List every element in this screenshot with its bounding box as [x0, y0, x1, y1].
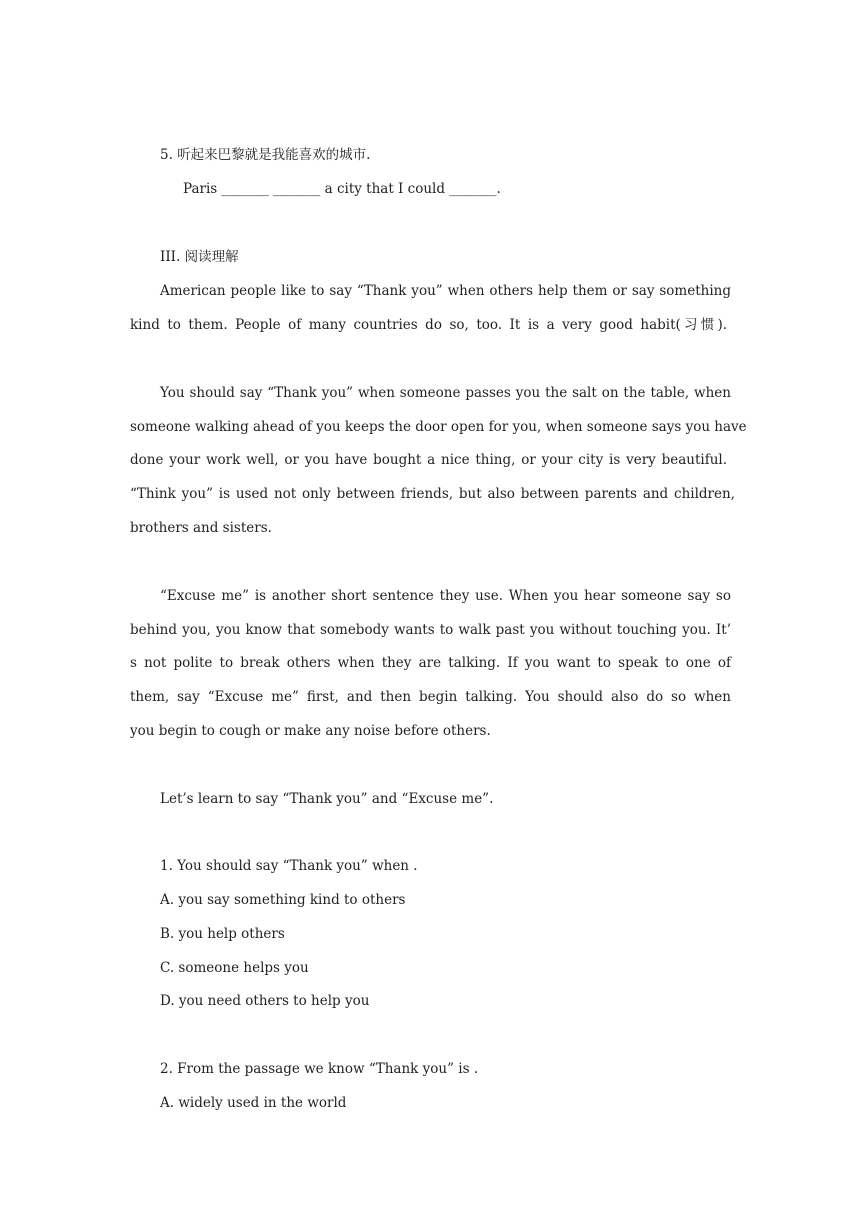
translation-item: [160, 145, 370, 165]
passage-p2-line-2: someone walking ahead of you keeps the door open for you, when someone says you have: [130, 419, 747, 435]
passage-p3-line-2: behind you, you know that somebody wants to walk past you without touching you. It’: [130, 622, 731, 638]
question-2-stem: 2. From the passage we know “Thank you” is .: [160, 1061, 479, 1077]
passage-p1-line-1: American people like to say “Thank you” when others help them or say something: [160, 283, 731, 299]
translation-item-number: 5.: [160, 147, 173, 163]
section-heading: III. 阅读理解: [160, 249, 239, 265]
passage-p3-line-5: you begin to cough or make any noise before others.: [130, 723, 491, 739]
question-1-option-d: D. you need others to help you: [160, 993, 370, 1009]
question-1-option-a: A. you say something kind to others: [160, 892, 406, 908]
passage-p2-line-3: done your work well, or you have bought a nice thing, or your city is very beautiful.: [130, 452, 727, 468]
translation-english: Paris _______ _______ a city that I could _______.: [183, 181, 501, 197]
question-1-option-c: C. someone helps you: [160, 960, 309, 976]
question-1-stem: 1. You should say “Thank you” when .: [160, 858, 418, 874]
passage-p3-line-3: s not polite to break others when they are talking. If you want to speak to one of: [130, 655, 731, 671]
passage-p4: Let’s learn to say “Thank you” and “Excuse me”.: [160, 791, 494, 807]
passage-p3-line-1: “Excuse me” is another short sentence they use. When you hear someone say so: [160, 588, 731, 604]
passage-p2-line-5: brothers and sisters.: [130, 520, 272, 536]
question-2-option-a: A. widely used in the world: [160, 1095, 347, 1111]
passage-p1-line-2: kind to them. People of many countries do so, too. It is a very good habit(习惯).: [130, 317, 727, 333]
passage-p3-line-4: them, say “Excuse me” first, and then begin talking. You should also do so when: [130, 689, 731, 705]
passage-p2-line-4: “Think you” is used not only between friends, but also between parents and children,: [130, 486, 735, 502]
passage-p2-line-1: You should say “Thank you” when someone passes you the salt on the table, when: [160, 385, 731, 401]
translation-chinese: 听起来巴黎就是我能喜欢的城市.: [177, 147, 371, 163]
question-1-option-b: B. you help others: [160, 926, 285, 942]
